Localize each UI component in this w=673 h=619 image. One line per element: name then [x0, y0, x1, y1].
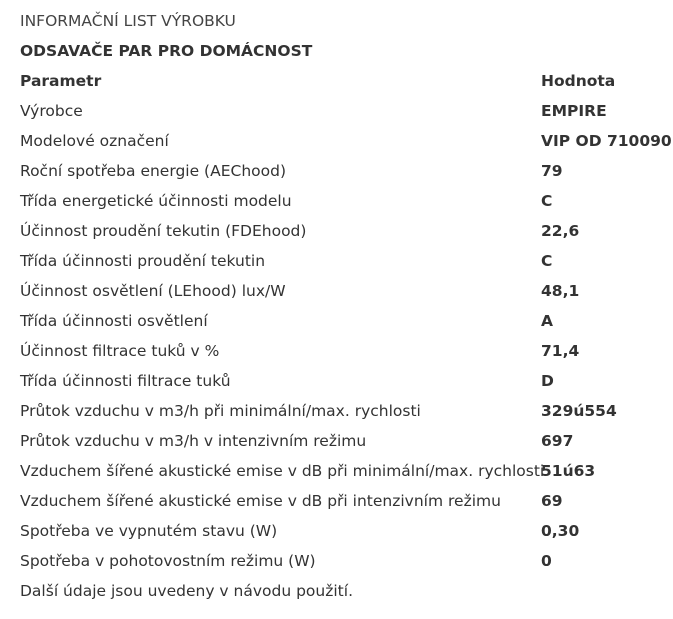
row-value: EMPIRE	[541, 102, 607, 120]
table-row	[20, 276, 673, 306]
table-row	[20, 396, 673, 426]
document-title: INFORMAČNÍ LIST VÝROBKU	[20, 12, 236, 30]
table-row	[20, 186, 673, 216]
row-value: 79	[541, 162, 563, 180]
footer-note: Další údaje jsou uvedeny v návodu použití.	[20, 582, 353, 600]
row-value: D	[541, 372, 554, 390]
row-value: VIP OD 710090	[541, 132, 672, 150]
row-parameter: Průtok vzduchu v m3/h v intenzivním režimu	[20, 432, 367, 450]
table-body	[20, 96, 673, 576]
row-parameter: Třída energetické účinnosti modelu	[20, 192, 292, 210]
table-row	[20, 486, 673, 516]
row-value: 697	[541, 432, 574, 450]
row-value: 51ú63	[541, 462, 596, 480]
row-parameter: Výrobce	[20, 102, 83, 120]
row-parameter: Třída účinnosti proudění tekutin	[20, 252, 266, 270]
table-row	[20, 336, 673, 366]
row-parameter: Spotřeba v pohotovostním režimu (W)	[20, 552, 316, 570]
row-value: 22,6	[541, 222, 580, 240]
table-row	[20, 246, 673, 276]
table-row	[20, 426, 673, 456]
row-parameter: Účinnost proudění tekutin (FDEhood)	[20, 222, 307, 240]
product-info-sheet	[0, 6, 673, 606]
table-row	[20, 546, 673, 576]
row-value: 329ú554	[541, 402, 617, 420]
table-row	[20, 216, 673, 246]
row-parameter: Třída účinnosti filtrace tuků	[20, 372, 231, 390]
column-header-parameter: Parametr	[20, 72, 102, 90]
table-header-row	[20, 66, 673, 96]
row-parameter: Modelové označení	[20, 132, 169, 150]
table-row	[20, 516, 673, 546]
row-value: C	[541, 252, 553, 270]
row-value: 69	[541, 492, 563, 510]
table-row	[20, 366, 673, 396]
row-value: 48,1	[541, 282, 580, 300]
table-row	[20, 456, 673, 486]
table-row	[20, 96, 673, 126]
row-value: 0	[541, 552, 552, 570]
row-parameter: Spotřeba ve vypnutém stavu (W)	[20, 522, 278, 540]
row-value: C	[541, 192, 553, 210]
row-value: 0,30	[541, 522, 580, 540]
row-parameter: Vzduchem šířené akustické emise v dB při intenzivním režimu	[20, 492, 501, 510]
table-row	[20, 156, 673, 186]
row-value: 71,4	[541, 342, 580, 360]
document-subtitle: ODSAVAČE PAR PRO DOMÁCNOST	[20, 42, 313, 60]
table-row	[20, 126, 673, 156]
row-parameter: Průtok vzduchu v m3/h při minimální/max. rychlosti	[20, 402, 421, 420]
table-row	[20, 306, 673, 336]
row-parameter: Vzduchem šířené akustické emise v dB při minimální/max. rychlosti	[20, 462, 545, 480]
row-parameter: Účinnost filtrace tuků v %	[20, 342, 220, 360]
row-value: A	[541, 312, 553, 330]
row-parameter: Třída účinnosti osvětlení	[20, 312, 208, 330]
parameters-table	[20, 66, 673, 576]
row-parameter: Účinnost osvětlení (LEhood) lux/W	[20, 282, 286, 300]
row-parameter: Roční spotřeba energie (AEChood)	[20, 162, 286, 180]
column-header-value: Hodnota	[541, 72, 616, 90]
